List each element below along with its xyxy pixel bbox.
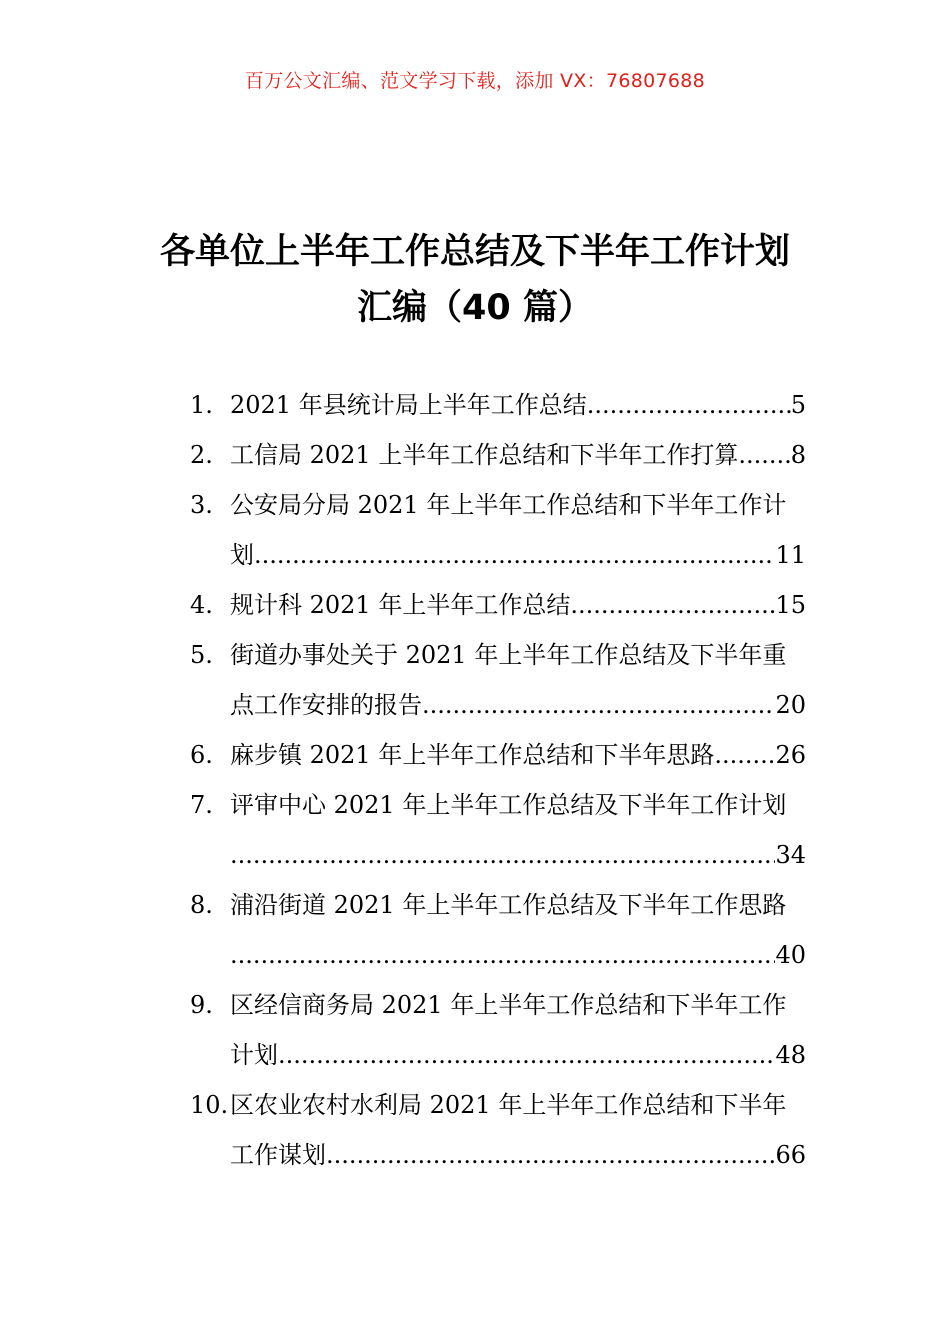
toc-page-number: 48	[775, 1041, 806, 1069]
table-of-contents	[190, 380, 806, 1180]
toc-entry-number: 10.	[190, 1091, 229, 1119]
toc-entry-title-tail: 麻步镇 2021 年上半年工作总结和下半年思路	[230, 741, 715, 769]
toc-dot-leader	[422, 680, 775, 730]
toc-dot-leader	[326, 1130, 775, 1180]
toc-entry[interactable]	[190, 380, 806, 430]
toc-entry-number: 9.	[190, 991, 213, 1019]
toc-dot-leader	[587, 380, 791, 430]
toc-dot-leader	[278, 1030, 775, 1080]
toc-dot-leader	[254, 530, 775, 580]
toc-entry-title-tail: 工信局 2021 上半年工作总结和下半年工作打算	[230, 441, 739, 469]
toc-page-number: 11	[775, 541, 806, 569]
toc-dot-leader	[714, 730, 775, 780]
toc-entry-title-line: 区农业农村水利局 2021 年上半年工作总结和下半年	[230, 1091, 787, 1119]
toc-entry[interactable]	[190, 980, 806, 1080]
toc-entry[interactable]	[190, 1080, 806, 1180]
toc-entry-title-tail: 划	[230, 541, 254, 569]
toc-page-number: 34	[775, 841, 806, 869]
toc-entry-title-line: 浦沿街道 2021 年上半年工作总结及下半年工作思路	[230, 891, 787, 919]
toc-entry[interactable]	[190, 880, 806, 980]
toc-entry-title-tail: 计划	[230, 1041, 278, 1069]
toc-entry-number: 7.	[190, 791, 213, 819]
toc-dot-leader	[230, 830, 775, 880]
toc-entry-title-line: 街道办事处关于 2021 年上半年工作总结及下半年重	[230, 641, 787, 669]
header-note: 百万公文汇编、范文学习下载，添加 VX：76807688	[244, 70, 706, 92]
toc-entry-title-tail: 2021 年县统计局上半年工作总结	[230, 391, 587, 419]
toc-page-number: 15	[775, 591, 806, 619]
toc-entry-title-tail: 点工作安排的报告	[230, 691, 422, 719]
toc-page-number: 5	[790, 391, 806, 419]
toc-entry-title-line: 区经信商务局 2021 年上半年工作总结和下半年工作	[230, 991, 787, 1019]
title-line-1: 各单位上半年工作总结及下半年工作计划	[159, 232, 790, 272]
toc-entry-number: 6.	[190, 741, 213, 769]
toc-entry[interactable]	[190, 580, 806, 630]
toc-entry-title-line: 评审中心 2021 年上半年工作总结及下半年工作计划	[230, 791, 787, 819]
toc-entry-number: 4.	[190, 591, 213, 619]
toc-page-number: 20	[775, 691, 806, 719]
toc-entry-title-line: 公安局分局 2021 年上半年工作总结和下半年工作计	[230, 491, 787, 519]
toc-entry[interactable]	[190, 780, 806, 880]
toc-dot-leader	[230, 930, 775, 980]
toc-entry[interactable]	[190, 430, 806, 480]
toc-page-number: 8	[790, 441, 806, 469]
toc-entry-title-tail: 规计科 2021 年上半年工作总结	[230, 591, 571, 619]
toc-dot-leader	[738, 430, 790, 480]
toc-entry-number: 8.	[190, 891, 213, 919]
toc-entry-title-tail: 工作谋划	[230, 1141, 326, 1169]
toc-entry[interactable]	[190, 480, 806, 580]
toc-page-number: 66	[775, 1141, 806, 1169]
document-title	[0, 224, 950, 336]
title-line-2: 汇编（40 篇）	[357, 288, 593, 328]
toc-entry-number: 1.	[190, 391, 213, 419]
toc-entry[interactable]	[190, 630, 806, 730]
toc-dot-leader	[570, 580, 775, 630]
toc-entry-number: 2.	[190, 441, 213, 469]
toc-entry-number: 5.	[190, 641, 213, 669]
toc-page-number: 26	[775, 741, 806, 769]
toc-page-number: 40	[775, 941, 806, 969]
toc-entry-number: 3.	[190, 491, 213, 519]
toc-entry[interactable]	[190, 730, 806, 780]
